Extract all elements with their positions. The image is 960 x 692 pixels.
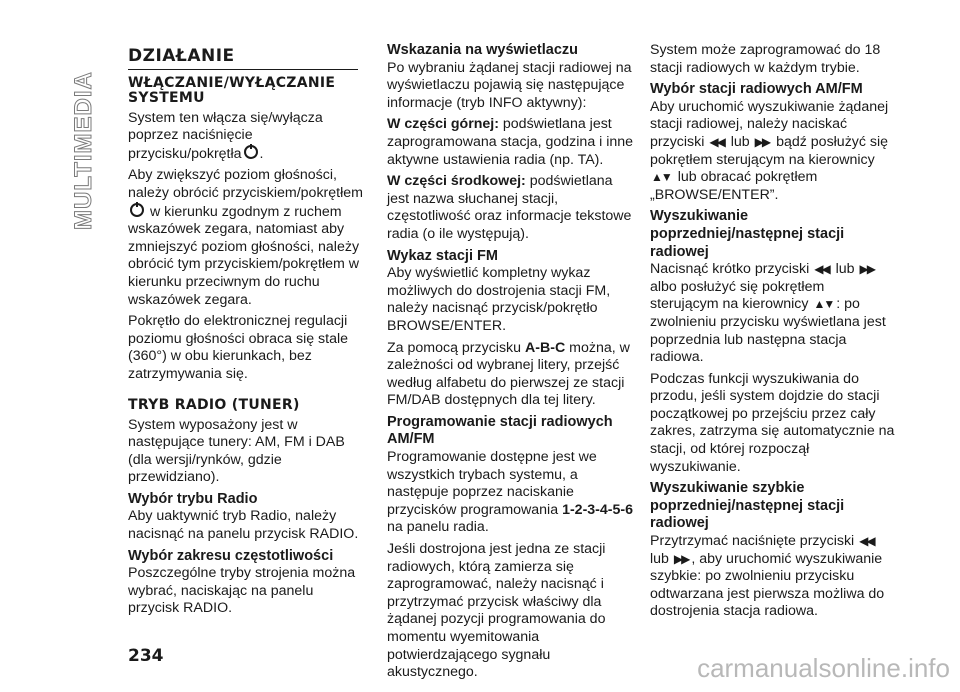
- paragraph: Aby wyświetlić kompletny wykaz możliwych do dostrojenia stacji FM, należy nacisnąć przycisk/pokrętło BROWSE/ENTER.: [387, 265, 611, 334]
- paragraph: Za pomocą przycisku A-B-C można, w zależności od wybranej litery, przejść według alfabetu do pierwszej ze stacji FM/DAB dostępnych dla tej litery.: [387, 339, 630, 409]
- prev-icon: ◀◀: [859, 534, 874, 549]
- prev-icon: ◀◀: [814, 262, 829, 277]
- paragraph: Aby uaktywnić tryb Radio, należy nacisnąć na panelu przycisk RADIO.: [128, 508, 359, 543]
- paragraph: Jeśli dostrojona jest jedna ze stacji radiowych, którą zamierza się zaprogramować, należy nacisnąć i przytrzymać przycisk właściwy dla żądanej pozycji programowania do momentu wyemitowania potwierdzającego sygnału akustycznego.: [387, 541, 606, 681]
- next-icon: ▶▶: [673, 551, 689, 566]
- heading-fm-list: Wykaz stacji FM: [387, 247, 498, 264]
- column-1: [128, 42, 366, 622]
- heading-power: WŁĄCZANIE/WYŁĄCZANIE SYSTEMU: [128, 74, 336, 106]
- preset-buttons-label: 1-2-3-4-5-6: [562, 501, 634, 518]
- heading-fast-seek: Wyszukiwanie szybkie poprzedniej/następnej stacji radiowej: [650, 480, 845, 532]
- page-number: 234: [128, 646, 164, 666]
- column-2: [387, 42, 634, 686]
- paragraph: Aby uruchomić wyszukiwanie żądanej stacji radiowej, należy naciskać przyciski ◀◀ lub ▶▶ bądź posłużyć się pokrętłem sterującym na kierownicy ▲▼ lub obracać pokrętłem „BROWSE/ENTER”.: [650, 98, 889, 203]
- paragraph: Pokrętło do elektronicznej regulacji poziomu głośności obraca się stale (360°) w obu kierunkach, bez zatrzymywania się.: [128, 313, 349, 382]
- column-3: [650, 42, 895, 625]
- next-icon: ▶▶: [859, 262, 874, 277]
- heading-display: Wskazania na wyświetlaczu: [387, 42, 578, 58]
- side-section-label: MULTIMEDIA: [70, 71, 97, 230]
- paragraph: Programowanie dostępne jest we wszystkich trybach systemu, a następuje poprzez naciskanie przycisków programowania 1-2-3-4-5-6 na panelu radia.: [387, 449, 634, 536]
- paragraph: Przytrzymać naciśnięte przyciski ◀◀ lub ▶▶ , aby uruchomić wyszukiwanie szybkie: po zwolnieniu przycisku odtwarzana jest pierwsza możliwa do dostrojenia stacja radiowa.: [650, 533, 885, 620]
- paragraph: System wyposażony jest w następujące tunery: AM, FM i DAB (dla wersji/rynków, gdzie przewidziano).: [128, 416, 345, 486]
- paragraph: Nacisnąć krótko przyciski ◀◀ lub ▶▶ albo posłużyć się pokrętłem sterującym na kierownicy ▲▼ : po zwolnieniu przycisku wyświetlana jest poprzednia lub następna stacja radiowa.: [650, 261, 886, 366]
- paragraph: Po wybraniu żądanej stacji radiowej na wyświetlaczu pojawią się następujące informacje (tryb INFO aktywny):: [387, 59, 632, 111]
- heading-programming: Programowanie stacji radiowych AM/FM: [387, 413, 613, 448]
- up-down-arrows-icon: ▲▼: [813, 297, 834, 312]
- paragraph: System ten włącza się/wyłącza poprzez naciśnięcie przycisku/pokrętła .: [128, 109, 323, 162]
- paragraph: System może zaprogramować do 18 stacji radiowych w każdym trybie.: [650, 42, 881, 76]
- volume-knob-icon: [244, 145, 258, 159]
- abc-button-label: A-B-C: [525, 339, 566, 356]
- heading-radio-mode: TRYB RADIO (TUNER): [128, 396, 300, 413]
- paragraph: W części środkowej: podświetlana jest nazwa słuchanej stacji, częstotliwość oraz informacje tekstowe radia (o ile występują).: [387, 173, 632, 242]
- heading-station-select: Wybór stacji radiowych AM/FM: [650, 81, 863, 98]
- section-title: DZIAŁANIE: [128, 48, 358, 70]
- heading-seek: Wyszukiwanie poprzedniej/następnej stacji radiowej: [650, 208, 845, 260]
- heading-band-select: Wybór zakresu częstotliwości: [128, 547, 334, 564]
- paragraph: Aby zwiększyć poziom głośności, należy obrócić przyciskiem/pokrętłem w kierunku zgodnym z ruchem wskazówek zegara, natomiast aby zmniejszyć poziom głośności, należy obrócić tym przyciskiem/pokrętłem w kierunku przeciwnym do ruchu wskazówek zegara.: [128, 167, 363, 308]
- up-down-arrows-icon: ▲▼: [651, 170, 671, 185]
- next-icon: ▶▶: [754, 134, 770, 149]
- paragraph: Poszczególne tryby strojenia można wybrać, naciskając na panelu przycisk RADIO.: [128, 565, 356, 617]
- volume-knob-icon: [130, 203, 144, 217]
- watermark: carmanualsonline.info: [697, 653, 950, 683]
- heading-radio-select: Wybór trybu Radio: [128, 490, 258, 507]
- paragraph: Podczas funkcji wyszukiwania do przodu, jeśli system dojdzie do stacji początkowej po przejściu przez cały zakres, zatrzyma się automatycznie na stacji, od której rozpoczął wyszukiwanie.: [650, 370, 895, 475]
- prev-icon: ◀◀: [709, 134, 724, 149]
- paragraph: W części górnej: podświetlana jest zaprogramowana stacja, godzina i inne aktywne ustawienia radia (np. TA).: [387, 116, 634, 168]
